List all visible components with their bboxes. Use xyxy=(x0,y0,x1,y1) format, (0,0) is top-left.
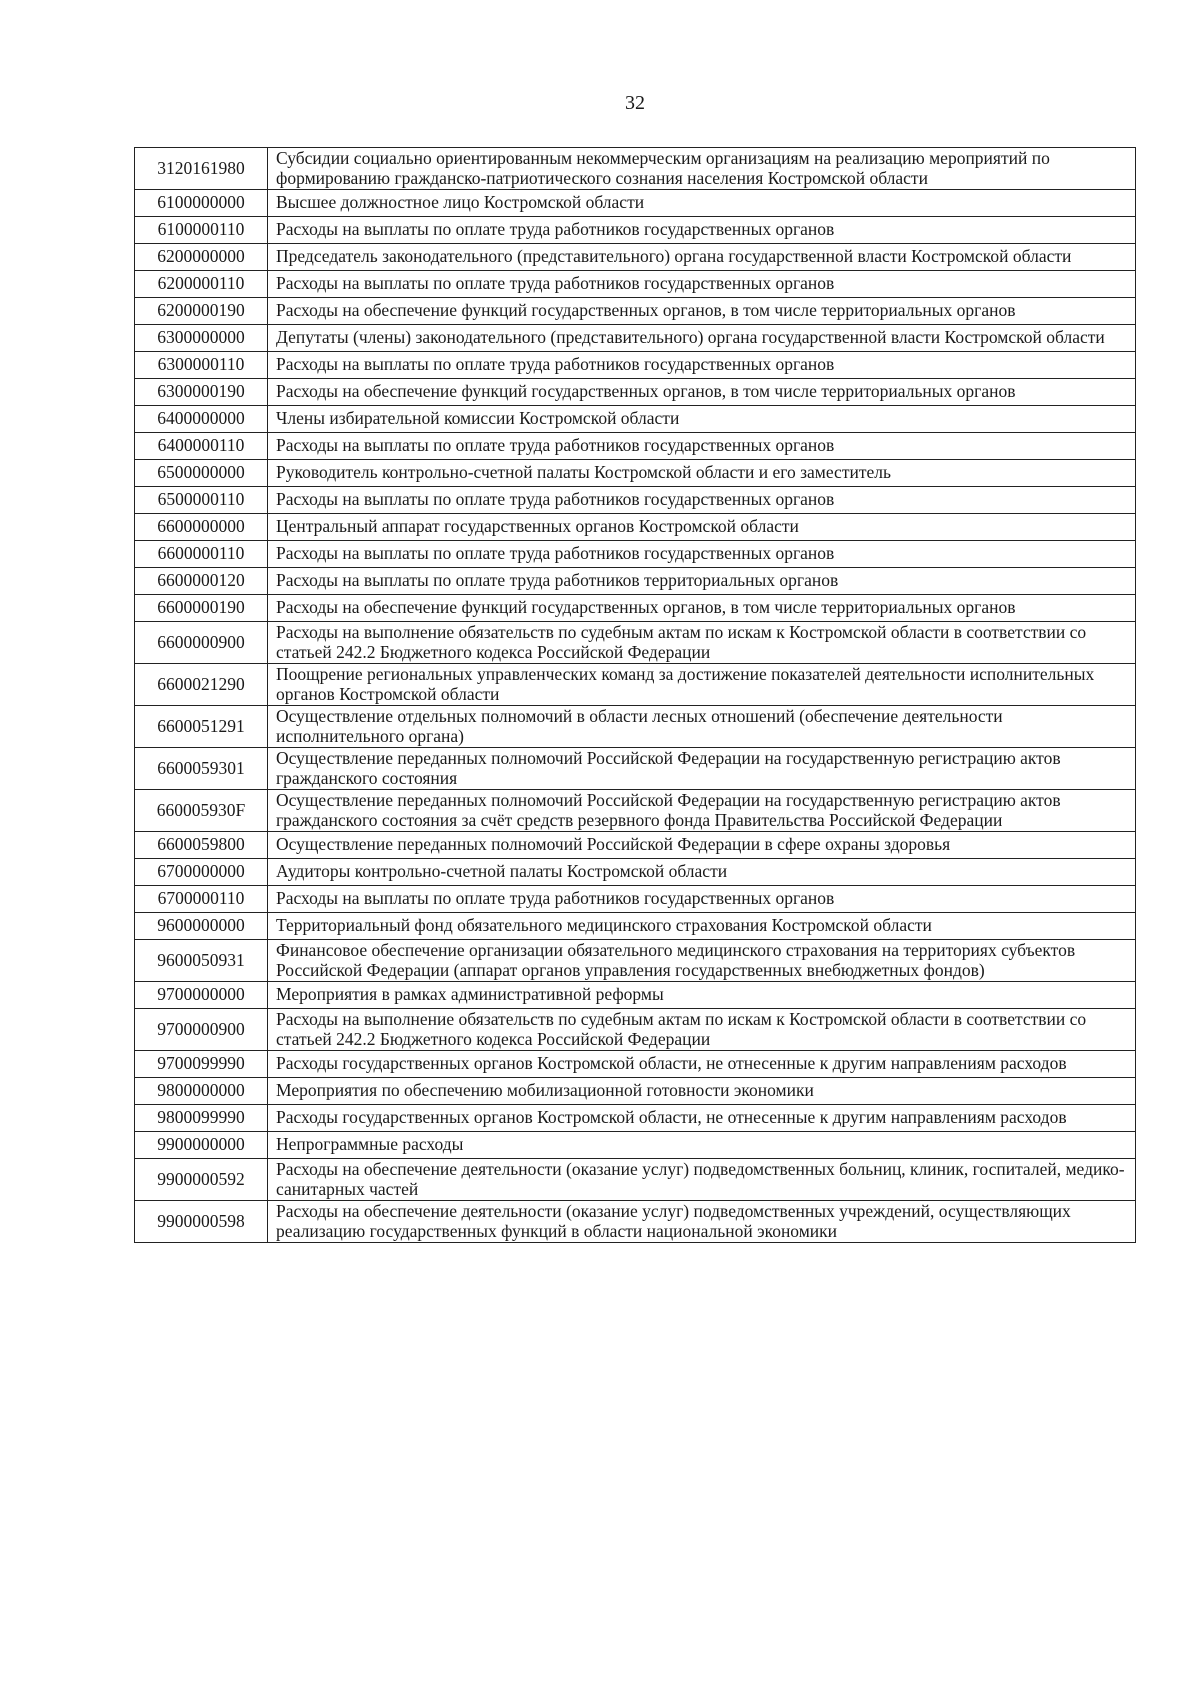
page-number: 32 xyxy=(625,92,645,114)
target-code-cell: 660005930F xyxy=(135,790,268,832)
table-row xyxy=(135,886,1136,913)
expense-description-cell: Расходы на выплаты по оплате труда работников государственных органов xyxy=(268,352,1136,379)
expense-description-cell: Расходы на выплаты по оплате труда работников государственных органов xyxy=(268,271,1136,298)
target-code-cell: 6600051291 xyxy=(135,706,268,748)
expense-description-cell: Депутаты (члены) законодательного (представительного) органа государственной власти Костромской области xyxy=(268,325,1136,352)
target-code-cell: 6300000190 xyxy=(135,379,268,406)
target-code-cell: 6200000190 xyxy=(135,298,268,325)
table-row xyxy=(135,379,1136,406)
expense-description-cell: Расходы на выполнение обязательств по судебным актам по искам к Костромской области в соответствии со статьей 242.2 Бюджетного кодекса Российской Федерации xyxy=(268,622,1136,664)
target-code-cell: 9900000592 xyxy=(135,1159,268,1201)
target-code-cell: 3120161980 xyxy=(135,148,268,190)
target-code-cell: 6200000000 xyxy=(135,244,268,271)
table-row xyxy=(135,244,1136,271)
expense-description-cell: Расходы государственных органов Костромской области, не отнесенные к другим направлениям расходов xyxy=(268,1051,1136,1078)
target-code-cell: 6300000110 xyxy=(135,352,268,379)
expense-description-cell: Руководитель контрольно-счетной палаты Костромской области и его заместитель xyxy=(268,460,1136,487)
expense-description-cell: Осуществление переданных полномочий Российской Федерации в сфере охраны здоровья xyxy=(268,832,1136,859)
target-code-cell: 9800000000 xyxy=(135,1078,268,1105)
target-code-cell: 6600000190 xyxy=(135,595,268,622)
expense-description-cell: Финансовое обеспечение организации обязательного медицинского страхования на территориях субъектов Российской Федерации (аппарат органов управления государственных внебюджетных фондов) xyxy=(268,940,1136,982)
budget-code-table xyxy=(134,147,1136,1243)
table-row xyxy=(135,595,1136,622)
target-code-cell: 6100000110 xyxy=(135,217,268,244)
target-code-cell: 9900000000 xyxy=(135,1132,268,1159)
expense-description-cell: Мероприятия в рамках административной реформы xyxy=(268,982,1136,1009)
expense-description-cell: Расходы на выплаты по оплате труда работников территориальных органов xyxy=(268,568,1136,595)
target-code-cell: 6500000110 xyxy=(135,487,268,514)
expense-description-cell: Расходы на обеспечение функций государственных органов, в том числе территориальных органов xyxy=(268,379,1136,406)
expense-description-cell: Расходы на выплаты по оплате труда работников государственных органов xyxy=(268,487,1136,514)
table-row xyxy=(135,622,1136,664)
target-code-cell: 6600000000 xyxy=(135,514,268,541)
expense-description-cell: Расходы на обеспечение деятельности (оказание услуг) подведомственных больниц, клиник, госпиталей, медико-санитарных частей xyxy=(268,1159,1136,1201)
target-code-cell: 6400000110 xyxy=(135,433,268,460)
table-row xyxy=(135,406,1136,433)
table-row xyxy=(135,982,1136,1009)
target-code-cell: 6600000900 xyxy=(135,622,268,664)
expense-description-cell: Расходы на обеспечение функций государственных органов, в том числе территориальных органов xyxy=(268,595,1136,622)
table-row xyxy=(135,859,1136,886)
expense-description-cell: Расходы на выплаты по оплате труда работников государственных органов xyxy=(268,217,1136,244)
target-code-cell: 6500000000 xyxy=(135,460,268,487)
table-row xyxy=(135,1132,1136,1159)
target-code-cell: 6600059301 xyxy=(135,748,268,790)
table-row xyxy=(135,271,1136,298)
target-code-cell: 6100000000 xyxy=(135,190,268,217)
table-row xyxy=(135,664,1136,706)
table-row xyxy=(135,913,1136,940)
table-row xyxy=(135,433,1136,460)
table-row xyxy=(135,748,1136,790)
expense-description-cell: Центральный аппарат государственных органов Костромской области xyxy=(268,514,1136,541)
target-code-cell: 9700099990 xyxy=(135,1051,268,1078)
expense-description-cell: Высшее должностное лицо Костромской области xyxy=(268,190,1136,217)
table-row xyxy=(135,487,1136,514)
expense-description-cell: Расходы на выплаты по оплате труда работников государственных органов xyxy=(268,886,1136,913)
table-row xyxy=(135,1159,1136,1201)
target-code-cell: 6700000000 xyxy=(135,859,268,886)
expense-description-cell: Осуществление переданных полномочий Российской Федерации на государственную регистрацию актов гражданского состояния xyxy=(268,748,1136,790)
table-row xyxy=(135,1051,1136,1078)
expense-description-cell: Расходы на выплаты по оплате труда работников государственных органов xyxy=(268,433,1136,460)
target-code-cell: 9700000900 xyxy=(135,1009,268,1051)
expense-description-cell: Осуществление переданных полномочий Российской Федерации на государственную регистрацию актов гражданского состояния за счёт средств резервного фонда Правительства Российской Федерации xyxy=(268,790,1136,832)
target-code-cell: 9800099990 xyxy=(135,1105,268,1132)
target-code-cell: 6200000110 xyxy=(135,271,268,298)
table-row xyxy=(135,940,1136,982)
table-row xyxy=(135,352,1136,379)
expense-description-cell: Расходы на обеспечение функций государственных органов, в том числе территориальных органов xyxy=(268,298,1136,325)
target-code-cell: 9900000598 xyxy=(135,1201,268,1243)
table-row xyxy=(135,148,1136,190)
expense-description-cell: Аудиторы контрольно-счетной палаты Костромской области xyxy=(268,859,1136,886)
table-row xyxy=(135,832,1136,859)
table-row xyxy=(135,706,1136,748)
table-row xyxy=(135,217,1136,244)
expense-description-cell: Председатель законодательного (представительного) органа государственной власти Костромской области xyxy=(268,244,1136,271)
expense-description-cell: Территориальный фонд обязательного медицинского страхования Костромской области xyxy=(268,913,1136,940)
target-code-cell: 9700000000 xyxy=(135,982,268,1009)
table-row xyxy=(135,1078,1136,1105)
table-row xyxy=(135,790,1136,832)
target-code-cell: 6600000110 xyxy=(135,541,268,568)
table-body xyxy=(135,148,1136,1243)
expense-description-cell: Члены избирательной комиссии Костромской области xyxy=(268,406,1136,433)
table-row xyxy=(135,568,1136,595)
target-code-cell: 6400000000 xyxy=(135,406,268,433)
target-code-cell: 6600059800 xyxy=(135,832,268,859)
expense-description-cell: Мероприятия по обеспечению мобилизационной готовности экономики xyxy=(268,1078,1136,1105)
expense-description-cell: Расходы на обеспечение деятельности (оказание услуг) подведомственных учреждений, осуществляющих реализацию государственных функций в области национальной экономики xyxy=(268,1201,1136,1243)
expense-description-cell: Непрограммные расходы xyxy=(268,1132,1136,1159)
target-code-cell: 6700000110 xyxy=(135,886,268,913)
table-row xyxy=(135,1009,1136,1051)
target-code-cell: 9600000000 xyxy=(135,913,268,940)
table-row xyxy=(135,325,1136,352)
expense-description-cell: Расходы на выплаты по оплате труда работников государственных органов xyxy=(268,541,1136,568)
table-row xyxy=(135,460,1136,487)
target-code-cell: 6600000120 xyxy=(135,568,268,595)
table-row xyxy=(135,190,1136,217)
table-row xyxy=(135,1105,1136,1132)
table-row xyxy=(135,514,1136,541)
expense-description-cell: Субсидии социально ориентированным некоммерческим организациям на реализацию мероприятий по формированию гражданско-патриотического сознания населения Костромской области xyxy=(268,148,1136,190)
expense-description-cell: Поощрение региональных управленческих команд за достижение показателей деятельности исполнительных органов Костромской области xyxy=(268,664,1136,706)
target-code-cell: 6600021290 xyxy=(135,664,268,706)
expense-description-cell: Расходы государственных органов Костромской области, не отнесенные к другим направлениям расходов xyxy=(268,1105,1136,1132)
target-code-cell: 6300000000 xyxy=(135,325,268,352)
table-row xyxy=(135,298,1136,325)
target-code-cell: 9600050931 xyxy=(135,940,268,982)
table-row xyxy=(135,541,1136,568)
expense-description-cell: Расходы на выполнение обязательств по судебным актам по искам к Костромской области в соответствии со статьей 242.2 Бюджетного кодекса Российской Федерации xyxy=(268,1009,1136,1051)
expense-description-cell: Осуществление отдельных полномочий в области лесных отношений (обеспечение деятельности исполнительного органа) xyxy=(268,706,1136,748)
table-row xyxy=(135,1201,1136,1243)
